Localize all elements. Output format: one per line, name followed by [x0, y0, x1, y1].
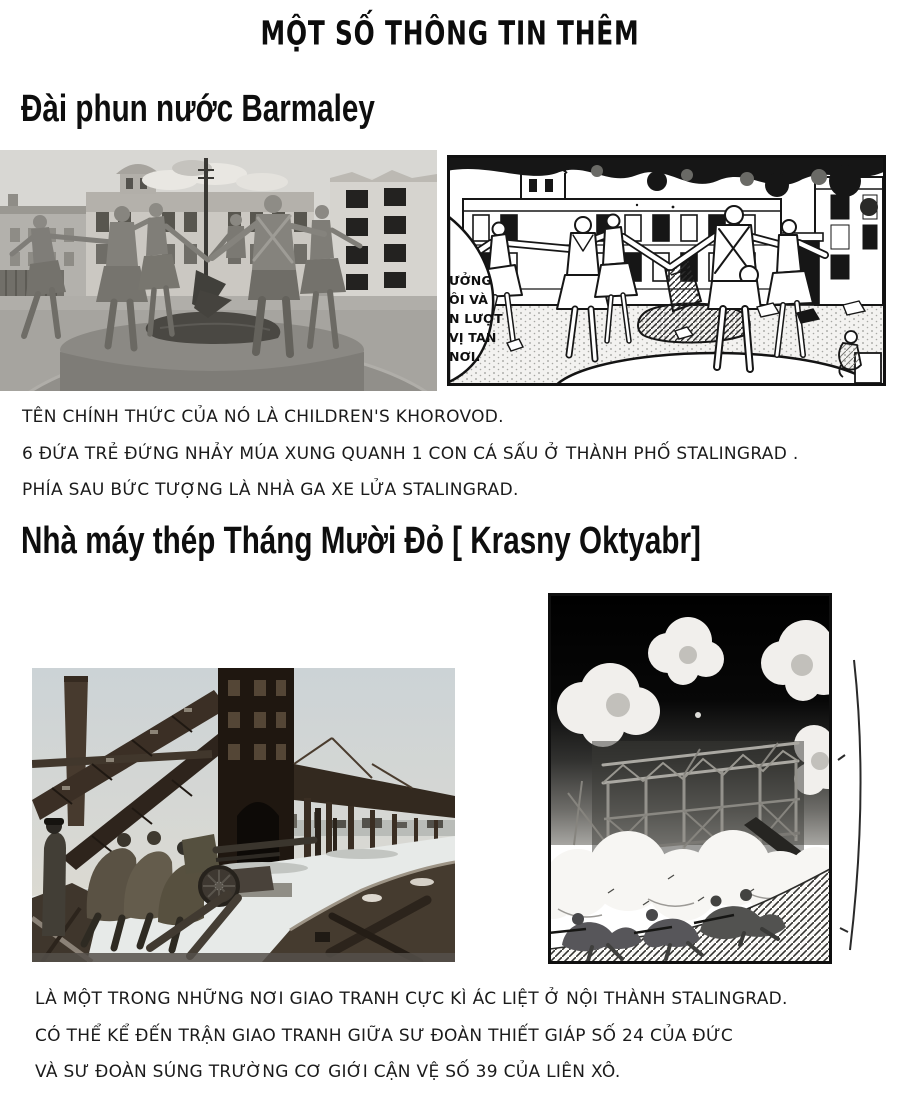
barmaley-description [22, 399, 799, 509]
section-heading-red-october: Nhà máy thép Tháng Mười Đỏ [ Krasny Oktyabr] [21, 520, 701, 562]
panel-fragment-art [826, 640, 866, 970]
bubble-line: NƠI. [449, 349, 481, 364]
barmaley-fountain-manga-panel [447, 155, 886, 386]
bubble-line: ÔI VÀ [449, 292, 489, 307]
speech-bubble-text [449, 271, 519, 366]
bottom-shadow [32, 953, 455, 962]
text-line: LÀ MỘT TRONG NHỮNG NƠI GIAO TRANH CỰC KÌ ÁC LIỆT Ở NỘI THÀNH STALINGRAD. [35, 989, 788, 1009]
adjacent-panel-edge-fragment [826, 640, 866, 970]
manga-panel-2-art [548, 593, 832, 964]
text-line: TÊN CHÍNH THỨC CỦA NÓ LÀ CHILDREN'S KHOROVOD. [22, 407, 504, 427]
factory-battle-manga-panel [548, 593, 832, 964]
factory-photo-art [32, 668, 455, 962]
bubble-line: N LƯỢT [449, 311, 503, 326]
text-line: PHÍA SAU BỨC TƯỢNG LÀ NHÀ GA XE LỬA STALINGRAD. [22, 480, 519, 500]
text-line: VÀ SƯ ĐOÀN SÚNG TRƯỜNG CƠ GIỚI CẬN VỆ SỐ 39 CỦA LIÊN XÔ. [35, 1062, 621, 1082]
section-heading-barmaley-fountain: Đài phun nước Barmaley [21, 88, 375, 130]
barmaley-photo-art [0, 150, 437, 391]
text-line: 6 ĐỨA TRẺ ĐỨNG NHẢY MÚA XUNG QUANH 1 CON CÁ SẤU Ở THÀNH PHỐ STALINGRAD . [22, 443, 799, 464]
bubble-line: ƯỞNG [449, 273, 492, 288]
red-october-description [35, 981, 788, 1091]
barmaley-fountain-photo [0, 150, 437, 391]
bubble-line: VỊ TAN [449, 330, 497, 345]
page-title: MỘT SỐ THÔNG TIN THÊM [260, 14, 640, 54]
text-line: CÓ THỂ KỂ ĐẾN TRẬN GIAO TRANH GIỮA SƯ ĐOÀN THIẾT GIÁP SỐ 24 CỦA ĐỨC [35, 1025, 734, 1046]
red-october-factory-photo [32, 668, 455, 962]
